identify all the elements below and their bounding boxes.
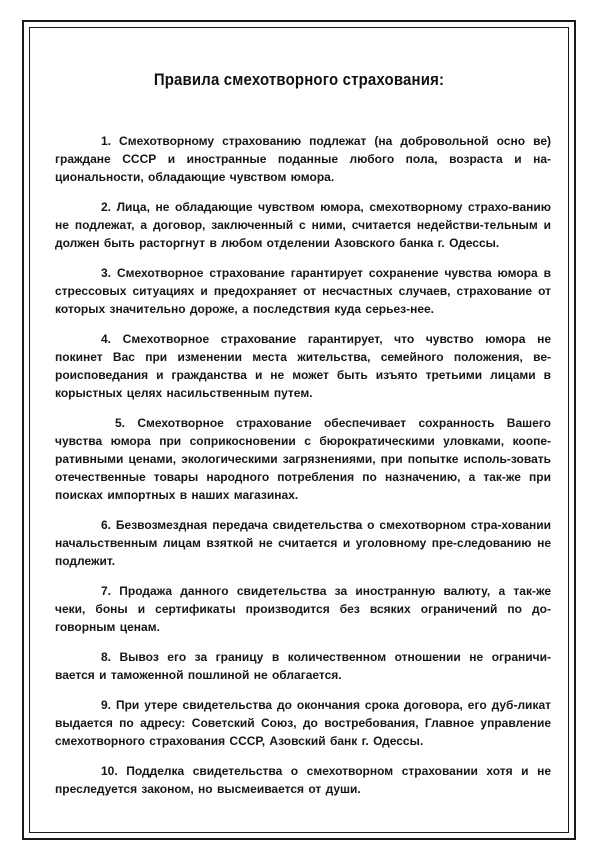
document-outer-border bbox=[22, 20, 576, 840]
rule-9: 9. При утере свидетельства до окончания срока договора, его дуб-ликат выдается по адресу: Советский Союз, до востребования, Главное управление смехотворного страхования СССР, Азовский банк г. Одессы. bbox=[55, 698, 551, 748]
document-inner-border bbox=[29, 27, 569, 833]
rule-6: 6. Безвозмездная передача свидетельства о смехотворном стра-ховании начальственным лицам взяткой не считается и уголовному пре-следованию не подлежит. bbox=[55, 518, 551, 568]
rule-2: 2. Лица, не обладающие чувством юмора, смехотворному страхо-ванию не подлежат, а договор, заключенный с ними, считается недействи-тельным и должен быть расторгнут в любом отделении Азовского банка г. Одессы. bbox=[55, 200, 551, 250]
rule-10: 10. Подделка свидетельства о смехотворном страховании хотя и не преследуется законом, но высмеивается от души. bbox=[55, 764, 551, 796]
rule-5: 5. Смехотворное страхование обеспечивает сохранность Вашего чувства юмора при соприкосновении с бюрократическими уловками, коопе-ративными ценами, экологическими загрязнениями, при попытке исполь-зовать отечественные товары народного потребления по назначению, а так-же при поисках импортных в наших магазинах. bbox=[55, 416, 551, 502]
rules-list bbox=[55, 132, 551, 810]
document-title: Правила смехотворного страхования: bbox=[153, 70, 445, 89]
rule-4: 4. Смехотворное страхование гарантирует, что чувство юмора не покинет Вас при изменении места жительства, семейного положения, ве-роисповедания и гражданства и не может быть изъято третьими лицами в корыстных целях насильственным путем. bbox=[55, 332, 551, 400]
rule-3: 3. Смехотворное страхование гарантирует сохранение чувства юмора в стрессовых ситуациях и предохраняет от несчастных случаев, страхование от которых значительно дороже, а последствия куда серьез-нее. bbox=[55, 266, 551, 316]
rule-8: 8. Вывоз его за границу в количественном отношении не ограничи-вается и таможенной пошлиной не облагается. bbox=[55, 650, 551, 682]
rule-1: 1. Смехотворному страхованию подлежат (на добровольной осно ве) граждане СССР и иностранные поданные любого пола, возраста и на-циональности, обладающие чувством юмора. bbox=[55, 134, 551, 184]
rule-7: 7. Продажа данного свидетельства за иностранную валюту, а так-же чеки, боны и сертификаты производится без всяких ограничений по до-говорным ценам. bbox=[55, 584, 551, 634]
